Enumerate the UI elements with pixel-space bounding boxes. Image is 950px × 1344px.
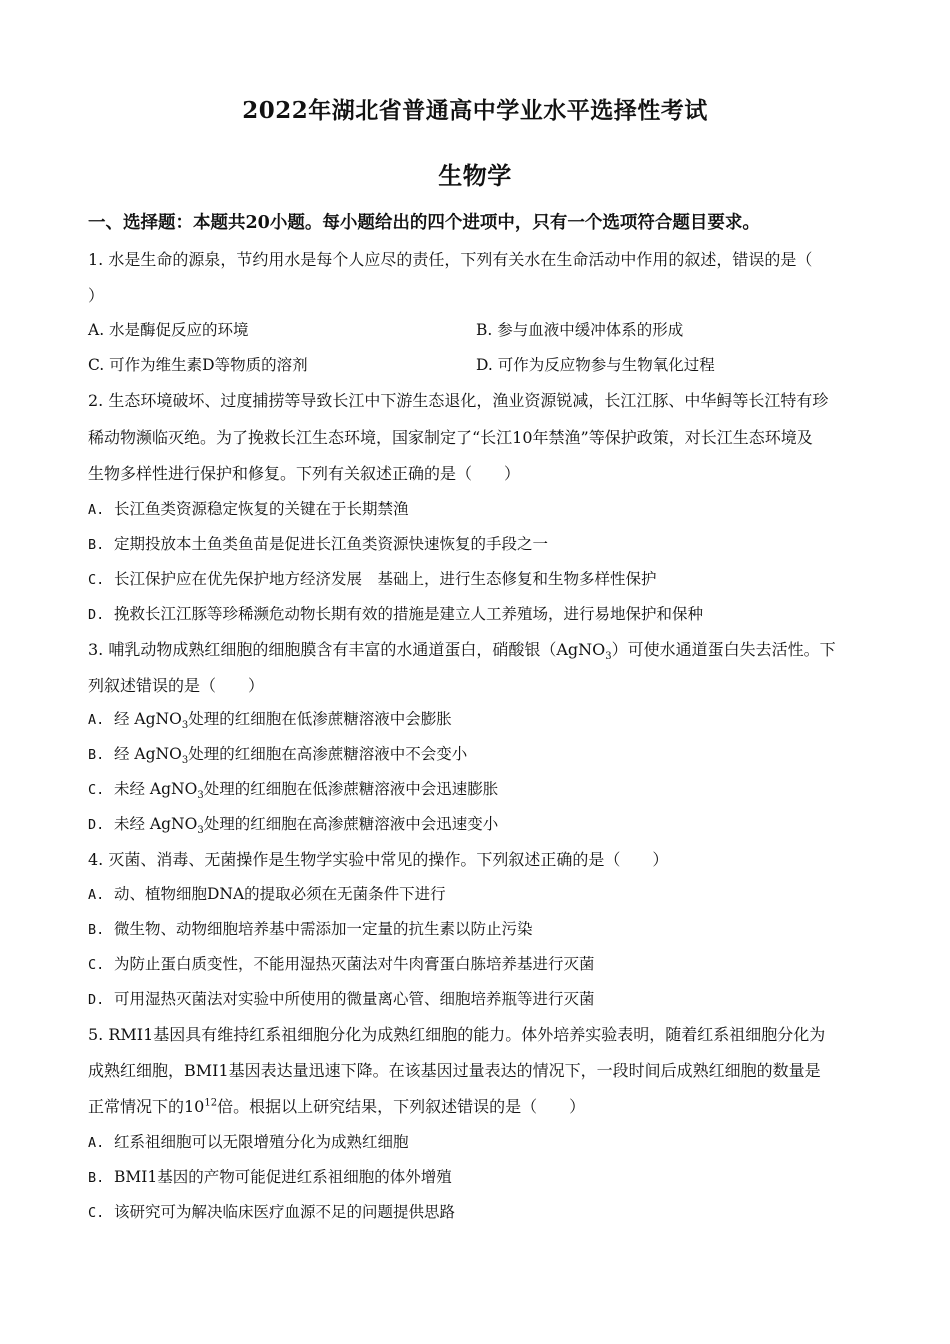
q4-stem: 4. 灭菌、消毒、无菌操作是生物学实验中常见的操作。下列叙述正确的是（ ） bbox=[88, 850, 669, 869]
q3-option-d bbox=[88, 812, 498, 836]
option-key: D. bbox=[88, 607, 105, 623]
q3-stem-text-a: 3. 哺乳动物成熟红细胞的细胞膜含有丰富的水通道蛋白，硝酸银（AgNO bbox=[88, 640, 606, 659]
q4-option-b bbox=[88, 917, 533, 939]
option-text: 为防止蛋白质变性，不能用湿热灭菌法对牛肉膏蛋白胨培养基进行灭菌 bbox=[114, 955, 595, 973]
q4-option-c bbox=[88, 952, 595, 974]
option-key: C. bbox=[88, 1205, 105, 1221]
subscript: 3 bbox=[181, 720, 189, 732]
option-text-pre: 未经 AgNO bbox=[114, 815, 198, 833]
option-text: BMI1基因的产物可能促进红系祖细胞的体外增殖 bbox=[114, 1168, 452, 1186]
option-text: 长江鱼类资源稳定恢复的关键在于长期禁渔 bbox=[114, 500, 409, 518]
option-key: A. bbox=[88, 712, 105, 728]
option-text: 长江保护应在优先保护地方经济发展 基础上，进行生态修复和生物多样性保护 bbox=[114, 570, 657, 588]
option-text: 定期投放本土鱼类鱼苗是促进长江鱼类资源快速恢复的手段之一 bbox=[114, 535, 549, 553]
section-heading: 一、选择题：本题共20小题。每小题给出的四个进项中，只有一个选项符合题目要求。 bbox=[88, 213, 760, 233]
q4-option-a bbox=[88, 882, 446, 904]
subscript: 3 bbox=[197, 825, 204, 837]
q2-stem-line3: 生物多样性进行保护和修复。下列有关叙述正确的是（ ） bbox=[88, 464, 521, 483]
option-text-pre: 经 AgNO bbox=[114, 745, 182, 763]
q2-stem-line2: 稀动物濒临灭绝。为了挽救长江生态环境，国家制定了“长江10年禁渔”等保护政策，对长江生态环境及 bbox=[88, 428, 813, 447]
exam-title: 2022年湖北省普通高中学业水平选择性考试 bbox=[242, 97, 708, 124]
option-text-post: 处理的红细胞在高渗蔗糖溶液中会迅速变小 bbox=[203, 815, 499, 833]
option-key: B. bbox=[88, 922, 105, 938]
q1-stem-line2: ） bbox=[88, 286, 105, 305]
subscript: 3 bbox=[605, 651, 612, 663]
option-text-post: 处理的红细胞在低渗蔗糖溶液中会膨胀 bbox=[188, 710, 452, 728]
subscript: 3 bbox=[181, 755, 189, 767]
q5-stem-line3 bbox=[88, 1094, 585, 1117]
q5-option-b bbox=[88, 1165, 452, 1187]
option-key: B. bbox=[88, 747, 105, 763]
q2-option-a bbox=[88, 497, 409, 519]
option-text: 微生物、动物细胞培养基中需添加一定量的抗生素以防止污染 bbox=[114, 920, 533, 938]
q1-option-d: D. 可作为反应物参与生物氧化过程 bbox=[476, 356, 715, 374]
option-key: C. bbox=[88, 572, 105, 588]
q4-option-d bbox=[88, 987, 595, 1009]
option-text-post: 处理的红细胞在高渗蔗糖溶液中不会变小 bbox=[188, 745, 468, 763]
subject-title: 生物学 bbox=[438, 161, 512, 190]
option-key: B. bbox=[88, 537, 105, 553]
q3-option-a bbox=[88, 707, 452, 731]
q5-stem-line1: 5. RMI1基因具有维持红系祖细胞分化为成熟红细胞的能力。体外培养实验表明，随着红系祖细胞分化为 bbox=[88, 1025, 826, 1044]
q2-option-b bbox=[88, 532, 548, 554]
q2-stem-line1: 2. 生态环境破坏、过度捕捞等导致长江中下游生态退化，渔业资源锐减，长江江豚、中华鲟等长江特有珍 bbox=[88, 391, 829, 410]
subscript: 3 bbox=[197, 790, 204, 802]
q2-option-d bbox=[88, 602, 703, 624]
option-text-pre: 经 AgNO bbox=[114, 710, 182, 728]
option-key: D. bbox=[88, 992, 105, 1008]
option-text: 挽救长江江豚等珍稀濒危动物长期有效的措施是建立人工养殖场，进行易地保护和保种 bbox=[114, 605, 704, 623]
option-key: A. bbox=[88, 887, 105, 903]
option-text: 动、植物细胞DNA的提取必须在无菌条件下进行 bbox=[114, 885, 446, 903]
option-key: C. bbox=[88, 782, 105, 798]
q3-option-b bbox=[88, 742, 467, 766]
option-text: 可用湿热灭菌法对实验中所使用的微量离心管、细胞培养瓶等进行灭菌 bbox=[114, 990, 595, 1008]
q3-stem-text-b: ）可使水通道蛋白失去活性。下 bbox=[611, 640, 836, 659]
option-key: D. bbox=[88, 817, 105, 833]
q5-option-a bbox=[88, 1130, 409, 1152]
superscript: 12 bbox=[204, 1097, 218, 1109]
q1-stem-line1: 1. 水是生命的源泉，节约用水是每个人应尽的责任，下列有关水在生命活动中作用的叙述，错误的是（ bbox=[88, 250, 813, 269]
q5-option-c bbox=[88, 1200, 455, 1222]
q1-option-a: A. 水是酶促反应的环境 bbox=[88, 321, 249, 339]
option-key: A. bbox=[88, 1135, 105, 1151]
option-text: 该研究可为解决临床医疗血源不足的问题提供思路 bbox=[114, 1203, 456, 1221]
q1-option-c: C. 可作为维生素D等物质的溶剂 bbox=[88, 356, 308, 374]
option-key: C. bbox=[88, 957, 105, 973]
q3-stem-line2: 列叙述错误的是（ ） bbox=[88, 676, 265, 695]
q5-stem-text-b: 倍。根据以上研究结果，下列叙述错误的是（ ） bbox=[217, 1097, 586, 1116]
q3-stem-line1 bbox=[88, 637, 836, 662]
q2-option-c bbox=[88, 567, 657, 589]
q1-option-b: B. 参与血液中缓冲体系的形成 bbox=[476, 321, 684, 339]
q5-stem-line2: 成熟红细胞，BMI1基因表达量迅速下降。在该基因过量表达的情况下，一段时间后成熟红细胞的数量是 bbox=[88, 1061, 821, 1080]
option-key: B. bbox=[88, 1170, 105, 1186]
option-text: 红系祖细胞可以无限增殖分化为成熟红细胞 bbox=[114, 1133, 409, 1151]
option-text-post: 处理的红细胞在低渗蔗糖溶液中会迅速膨胀 bbox=[203, 780, 499, 798]
option-key: A. bbox=[88, 502, 105, 518]
q3-option-c bbox=[88, 777, 498, 801]
option-text-pre: 未经 AgNO bbox=[114, 780, 198, 798]
q5-stem-text-a: 正常情况下的10 bbox=[88, 1097, 205, 1116]
